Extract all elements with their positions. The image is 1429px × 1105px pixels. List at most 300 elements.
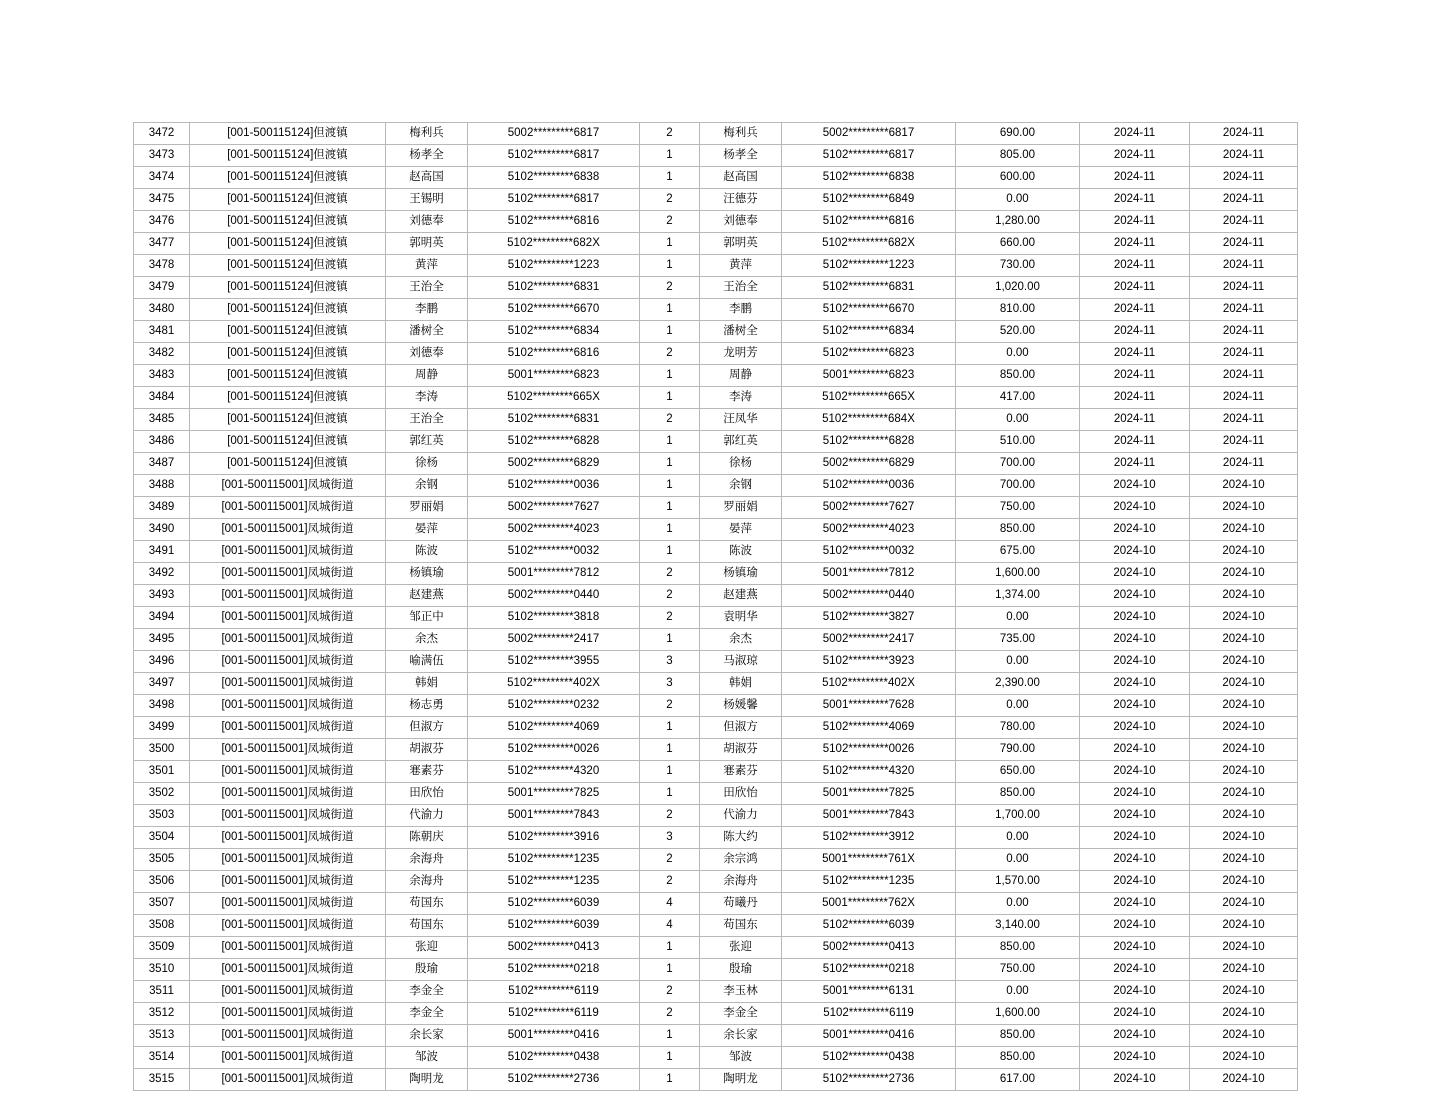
table-cell: 1,600.00	[956, 1003, 1080, 1025]
table-cell: 5102*********6816	[468, 211, 640, 233]
table-cell: [001-500115001]凤城街道	[190, 673, 386, 695]
table-cell: 3503	[134, 805, 190, 827]
table-cell: 5102*********6670	[782, 299, 956, 321]
table-cell: 5102*********6119	[468, 981, 640, 1003]
table-cell: 5102*********6823	[782, 343, 956, 365]
table-cell: 5102*********1235	[782, 871, 956, 893]
table-cell: 2024-10	[1080, 981, 1190, 1003]
table-cell: 750.00	[956, 959, 1080, 981]
table-cell: 5102*********6670	[468, 299, 640, 321]
table-cell: 5002*********0440	[782, 585, 956, 607]
table-cell: 5001*********7843	[782, 805, 956, 827]
table-cell: 2024-11	[1190, 299, 1298, 321]
table-cell: 刘德奉	[386, 343, 468, 365]
table-cell: 5102*********682X	[782, 233, 956, 255]
table-cell: 赵建燕	[386, 585, 468, 607]
table-cell: 0.00	[956, 607, 1080, 629]
table-cell: 510.00	[956, 431, 1080, 453]
table-cell: 邹波	[386, 1047, 468, 1069]
table-cell: 梅利兵	[386, 123, 468, 145]
table-cell: 5102*********1235	[468, 849, 640, 871]
table-cell: 杨孝全	[386, 145, 468, 167]
table-cell: 李涛	[386, 387, 468, 409]
table-cell: 3515	[134, 1069, 190, 1091]
table-cell: 2024-10	[1190, 915, 1298, 937]
table-cell: 1	[640, 629, 700, 651]
table-cell: 5002*********7627	[468, 497, 640, 519]
table-row	[134, 1047, 1298, 1069]
table-cell: 苟国东	[386, 915, 468, 937]
table-cell: 余钢	[700, 475, 782, 497]
table-cell: 1	[640, 937, 700, 959]
table-cell: 1	[640, 475, 700, 497]
table-cell: 2	[640, 563, 700, 585]
table-cell: 2024-10	[1080, 717, 1190, 739]
table-row	[134, 937, 1298, 959]
records-table	[133, 122, 1298, 1091]
table-cell: 刘德奉	[386, 211, 468, 233]
table-cell: 3497	[134, 673, 190, 695]
table-cell: 3484	[134, 387, 190, 409]
table-cell: 2024-10	[1190, 519, 1298, 541]
table-cell: 5102*********665X	[468, 387, 640, 409]
table-cell: 5102*********0026	[782, 739, 956, 761]
table-cell: 李金全	[386, 981, 468, 1003]
table-cell: 寋素芬	[700, 761, 782, 783]
table-cell: 周静	[700, 365, 782, 387]
table-cell: 2	[640, 409, 700, 431]
table-cell: 但淑方	[700, 717, 782, 739]
table-cell: [001-500115001]凤城街道	[190, 849, 386, 871]
table-cell: 张迎	[700, 937, 782, 959]
table-cell: 5102*********6831	[468, 277, 640, 299]
table-cell: 5001*********7812	[782, 563, 956, 585]
table-row	[134, 189, 1298, 211]
table-cell: 3489	[134, 497, 190, 519]
table-cell: 苟国东	[700, 915, 782, 937]
table-cell: [001-500115001]凤城街道	[190, 695, 386, 717]
table-cell: 5002*********2417	[468, 629, 640, 651]
table-cell: [001-500115001]凤城街道	[190, 563, 386, 585]
table-cell: 5102*********0218	[468, 959, 640, 981]
table-cell: 2024-10	[1190, 585, 1298, 607]
table-cell: 2024-11	[1190, 343, 1298, 365]
table-cell: 苟曦丹	[700, 893, 782, 915]
table-cell: 5102*********6816	[468, 343, 640, 365]
table-cell: 2024-10	[1190, 937, 1298, 959]
table-cell: 3507	[134, 893, 190, 915]
table-row	[134, 761, 1298, 783]
table-cell: 5102*********684X	[782, 409, 956, 431]
table-cell: 5102*********402X	[468, 673, 640, 695]
table-cell: 1	[640, 541, 700, 563]
table-cell: 5001*********6823	[782, 365, 956, 387]
table-cell: 5002*********6829	[468, 453, 640, 475]
table-cell: 2024-10	[1080, 893, 1190, 915]
table-cell: 2024-10	[1080, 827, 1190, 849]
table-cell: 3	[640, 651, 700, 673]
table-cell: 2024-10	[1190, 1025, 1298, 1047]
table-cell: 余宗鸿	[700, 849, 782, 871]
table-cell: 2024-10	[1080, 695, 1190, 717]
table-cell: 殷瑜	[700, 959, 782, 981]
table-cell: 5001*********0416	[468, 1025, 640, 1047]
table-row	[134, 453, 1298, 475]
table-cell: [001-500115124]但渡镇	[190, 365, 386, 387]
table-cell: 2024-10	[1190, 695, 1298, 717]
table-cell: 1	[640, 1069, 700, 1091]
table-cell: 余钢	[386, 475, 468, 497]
table-cell: 李涛	[700, 387, 782, 409]
table-cell: 赵建燕	[700, 585, 782, 607]
table-row	[134, 783, 1298, 805]
table-cell: [001-500115124]但渡镇	[190, 167, 386, 189]
table-cell: 3475	[134, 189, 190, 211]
table-cell: 3	[640, 827, 700, 849]
table-cell: 潘树全	[386, 321, 468, 343]
table-cell: 650.00	[956, 761, 1080, 783]
table-cell: 5102*********1235	[468, 871, 640, 893]
table-cell: 2024-10	[1190, 827, 1298, 849]
table-cell: [001-500115001]凤城街道	[190, 1025, 386, 1047]
table-cell: 660.00	[956, 233, 1080, 255]
table-cell: 2024-10	[1080, 497, 1190, 519]
table-cell: 2024-10	[1190, 805, 1298, 827]
table-cell: 1	[640, 299, 700, 321]
table-cell: 1	[640, 321, 700, 343]
table-cell: 5102*********6816	[782, 211, 956, 233]
table-cell: 2024-10	[1190, 629, 1298, 651]
table-cell: [001-500115124]但渡镇	[190, 233, 386, 255]
table-cell: 5102*********0438	[468, 1047, 640, 1069]
table-cell: 850.00	[956, 519, 1080, 541]
table-cell: 2024-10	[1080, 585, 1190, 607]
table-cell: 寋素芬	[386, 761, 468, 783]
table-cell: 850.00	[956, 937, 1080, 959]
table-cell: 3492	[134, 563, 190, 585]
table-cell: 5002*********6817	[782, 123, 956, 145]
table-cell: 2024-11	[1190, 365, 1298, 387]
table-cell: 2	[640, 211, 700, 233]
table-cell: 1	[640, 783, 700, 805]
table-cell: 2024-10	[1080, 739, 1190, 761]
table-cell: 2024-10	[1190, 607, 1298, 629]
table-cell: 5102*********6817	[782, 145, 956, 167]
table-cell: 2024-10	[1080, 871, 1190, 893]
table-cell: 王治全	[386, 409, 468, 431]
table-cell: 代渝力	[386, 805, 468, 827]
table-cell: 5102*********4320	[782, 761, 956, 783]
table-cell: 617.00	[956, 1069, 1080, 1091]
table-cell: 5002*********6829	[782, 453, 956, 475]
table-cell: 2024-11	[1080, 453, 1190, 475]
table-cell: 汪凤华	[700, 409, 782, 431]
table-cell: 810.00	[956, 299, 1080, 321]
table-cell: 3499	[134, 717, 190, 739]
table-cell: 5102*********3827	[782, 607, 956, 629]
table-cell: 2	[640, 695, 700, 717]
table-cell: 5002*********0413	[782, 937, 956, 959]
table-cell: [001-500115124]但渡镇	[190, 299, 386, 321]
table-cell: 余海舟	[386, 849, 468, 871]
table-cell: 850.00	[956, 1025, 1080, 1047]
table-cell: 2	[640, 981, 700, 1003]
table-cell: 850.00	[956, 365, 1080, 387]
table-cell: 5102*********1223	[468, 255, 640, 277]
table-row	[134, 695, 1298, 717]
table-cell: 700.00	[956, 453, 1080, 475]
table-cell: 5102*********4069	[468, 717, 640, 739]
table-cell: 2024-11	[1190, 211, 1298, 233]
table-row	[134, 387, 1298, 409]
table-cell: 李鹏	[386, 299, 468, 321]
table-cell: 690.00	[956, 123, 1080, 145]
table-row	[134, 299, 1298, 321]
table-cell: 0.00	[956, 849, 1080, 871]
table-cell: 1,280.00	[956, 211, 1080, 233]
table-cell: 2024-10	[1080, 475, 1190, 497]
table-cell: [001-500115124]但渡镇	[190, 387, 386, 409]
table-cell: 2024-10	[1190, 1047, 1298, 1069]
table-cell: 3500	[134, 739, 190, 761]
table-row	[134, 475, 1298, 497]
table-cell: 3478	[134, 255, 190, 277]
table-cell: 1	[640, 145, 700, 167]
table-cell: 2	[640, 585, 700, 607]
table-cell: 2024-11	[1080, 299, 1190, 321]
table-cell: [001-500115001]凤城街道	[190, 717, 386, 739]
table-cell: 0.00	[956, 651, 1080, 673]
table-cell: 1,600.00	[956, 563, 1080, 585]
table-cell: 3514	[134, 1047, 190, 1069]
table-cell: [001-500115124]但渡镇	[190, 321, 386, 343]
table-cell: 陶明龙	[700, 1069, 782, 1091]
table-row	[134, 365, 1298, 387]
table-cell: 735.00	[956, 629, 1080, 651]
table-cell: 2024-10	[1080, 1047, 1190, 1069]
table-row	[134, 893, 1298, 915]
table-cell: 2024-10	[1190, 783, 1298, 805]
table-cell: 2	[640, 189, 700, 211]
table-cell: 5102*********0232	[468, 695, 640, 717]
table-cell: 1	[640, 739, 700, 761]
table-cell: 2024-10	[1080, 1025, 1190, 1047]
table-cell: 余杰	[386, 629, 468, 651]
table-row	[134, 167, 1298, 189]
table-cell: 2024-11	[1190, 167, 1298, 189]
data-table-container	[133, 122, 1297, 1091]
table-cell: [001-500115001]凤城街道	[190, 475, 386, 497]
table-cell: 5001*********6823	[468, 365, 640, 387]
table-cell: [001-500115124]但渡镇	[190, 343, 386, 365]
table-cell: [001-500115001]凤城街道	[190, 1003, 386, 1025]
table-cell: [001-500115124]但渡镇	[190, 189, 386, 211]
table-row	[134, 123, 1298, 145]
table-row	[134, 1025, 1298, 1047]
table-row	[134, 541, 1298, 563]
table-cell: 郭红英	[700, 431, 782, 453]
table-cell: 1	[640, 959, 700, 981]
table-cell: 李玉林	[700, 981, 782, 1003]
table-cell: 罗丽娟	[386, 497, 468, 519]
table-cell: 2024-11	[1190, 453, 1298, 475]
table-cell: 邹正中	[386, 607, 468, 629]
table-cell: 2024-10	[1080, 541, 1190, 563]
table-cell: 晏萍	[700, 519, 782, 541]
table-cell: 5102*********3955	[468, 651, 640, 673]
table-cell: 2024-11	[1190, 277, 1298, 299]
table-cell: 3487	[134, 453, 190, 475]
table-cell: [001-500115001]凤城街道	[190, 541, 386, 563]
table-cell: 2024-10	[1190, 563, 1298, 585]
table-cell: 5002*********0413	[468, 937, 640, 959]
table-cell: 2024-10	[1080, 651, 1190, 673]
table-cell: 3512	[134, 1003, 190, 1025]
table-cell: 李金全	[386, 1003, 468, 1025]
table-cell: 3501	[134, 761, 190, 783]
table-cell: 王锡明	[386, 189, 468, 211]
table-cell: 2024-10	[1190, 541, 1298, 563]
table-row	[134, 805, 1298, 827]
table-cell: 汪德芬	[700, 189, 782, 211]
table-cell: 5002*********4023	[468, 519, 640, 541]
table-cell: 3472	[134, 123, 190, 145]
table-cell: 1	[640, 761, 700, 783]
table-cell: 0.00	[956, 343, 1080, 365]
table-cell: 750.00	[956, 497, 1080, 519]
table-cell: 5002*********0440	[468, 585, 640, 607]
table-cell: 5102*********3912	[782, 827, 956, 849]
table-cell: 邹波	[700, 1047, 782, 1069]
table-cell: 1	[640, 431, 700, 453]
table-row	[134, 739, 1298, 761]
table-row	[134, 607, 1298, 629]
table-cell: 3485	[134, 409, 190, 431]
table-cell: 2024-11	[1080, 365, 1190, 387]
table-cell: 徐杨	[386, 453, 468, 475]
table-cell: 郭红英	[386, 431, 468, 453]
table-cell: 1	[640, 717, 700, 739]
table-cell: 0.00	[956, 827, 1080, 849]
table-cell: 2024-10	[1080, 519, 1190, 541]
table-cell: 1,020.00	[956, 277, 1080, 299]
table-cell: [001-500115001]凤城街道	[190, 805, 386, 827]
table-cell: 王治全	[386, 277, 468, 299]
table-cell: 5102*********6834	[782, 321, 956, 343]
table-cell: 5102*********6828	[782, 431, 956, 453]
table-cell: 5102*********3818	[468, 607, 640, 629]
table-cell: 5102*********0036	[782, 475, 956, 497]
table-row	[134, 871, 1298, 893]
table-cell: 梅利兵	[700, 123, 782, 145]
table-cell: 3486	[134, 431, 190, 453]
table-cell: 余海舟	[386, 871, 468, 893]
table-cell: 2024-10	[1080, 607, 1190, 629]
table-cell: 3513	[134, 1025, 190, 1047]
table-row	[134, 629, 1298, 651]
table-cell: 2	[640, 849, 700, 871]
table-cell: 3509	[134, 937, 190, 959]
table-cell: 李鹏	[700, 299, 782, 321]
table-cell: 5102*********6817	[468, 189, 640, 211]
table-cell: 5102*********6817	[468, 145, 640, 167]
table-cell: 黄萍	[700, 255, 782, 277]
table-cell: 龙明芳	[700, 343, 782, 365]
table-cell: 1	[640, 1047, 700, 1069]
table-cell: 张迎	[386, 937, 468, 959]
table-row	[134, 651, 1298, 673]
table-cell: 5102*********0438	[782, 1047, 956, 1069]
table-cell: 5102*********2736	[468, 1069, 640, 1091]
table-cell: [001-500115124]但渡镇	[190, 123, 386, 145]
table-cell: 李金全	[700, 1003, 782, 1025]
table-cell: 3502	[134, 783, 190, 805]
table-cell: 2	[640, 871, 700, 893]
table-cell: 3474	[134, 167, 190, 189]
table-row	[134, 321, 1298, 343]
table-cell: 3479	[134, 277, 190, 299]
table-cell: 2024-10	[1080, 629, 1190, 651]
table-cell: 2024-11	[1080, 233, 1190, 255]
table-cell: 2024-10	[1080, 1069, 1190, 1091]
table-cell: 2	[640, 343, 700, 365]
table-cell: 1	[640, 453, 700, 475]
table-cell: 田欣怡	[700, 783, 782, 805]
table-cell: 2024-10	[1190, 893, 1298, 915]
table-cell: 5102*********3916	[468, 827, 640, 849]
table-cell: 马淑琼	[700, 651, 782, 673]
table-row	[134, 431, 1298, 453]
table-cell: 850.00	[956, 783, 1080, 805]
table-cell: 2024-10	[1080, 959, 1190, 981]
table-cell: 5001*********6131	[782, 981, 956, 1003]
table-cell: [001-500115124]但渡镇	[190, 211, 386, 233]
table-cell: 余长家	[700, 1025, 782, 1047]
table-cell: 5001*********0416	[782, 1025, 956, 1047]
table-cell: 徐杨	[700, 453, 782, 475]
table-cell: 2024-10	[1080, 915, 1190, 937]
table-cell: 2024-10	[1190, 1069, 1298, 1091]
table-row	[134, 1003, 1298, 1025]
table-cell: 2024-11	[1190, 255, 1298, 277]
table-cell: [001-500115124]但渡镇	[190, 431, 386, 453]
table-cell: 刘德奉	[700, 211, 782, 233]
table-row	[134, 585, 1298, 607]
table-cell: 5001*********7825	[782, 783, 956, 805]
table-cell: 5102*********6828	[468, 431, 640, 453]
table-cell: [001-500115001]凤城街道	[190, 519, 386, 541]
table-cell: [001-500115001]凤城街道	[190, 937, 386, 959]
table-cell: 1,570.00	[956, 871, 1080, 893]
table-cell: 0.00	[956, 981, 1080, 1003]
table-cell: 喻满伍	[386, 651, 468, 673]
table-body	[134, 123, 1298, 1091]
table-row	[134, 211, 1298, 233]
table-cell: 520.00	[956, 321, 1080, 343]
table-cell: 2024-11	[1190, 387, 1298, 409]
table-cell: 0.00	[956, 695, 1080, 717]
table-cell: [001-500115001]凤城街道	[190, 651, 386, 673]
table-cell: [001-500115001]凤城街道	[190, 1069, 386, 1091]
table-cell: 赵高国	[386, 167, 468, 189]
table-cell: 5102*********0032	[468, 541, 640, 563]
table-cell: 2024-10	[1080, 563, 1190, 585]
table-cell: 3477	[134, 233, 190, 255]
table-cell: 3511	[134, 981, 190, 1003]
table-cell: 2	[640, 607, 700, 629]
table-cell: 2024-11	[1080, 343, 1190, 365]
table-cell: 1,700.00	[956, 805, 1080, 827]
